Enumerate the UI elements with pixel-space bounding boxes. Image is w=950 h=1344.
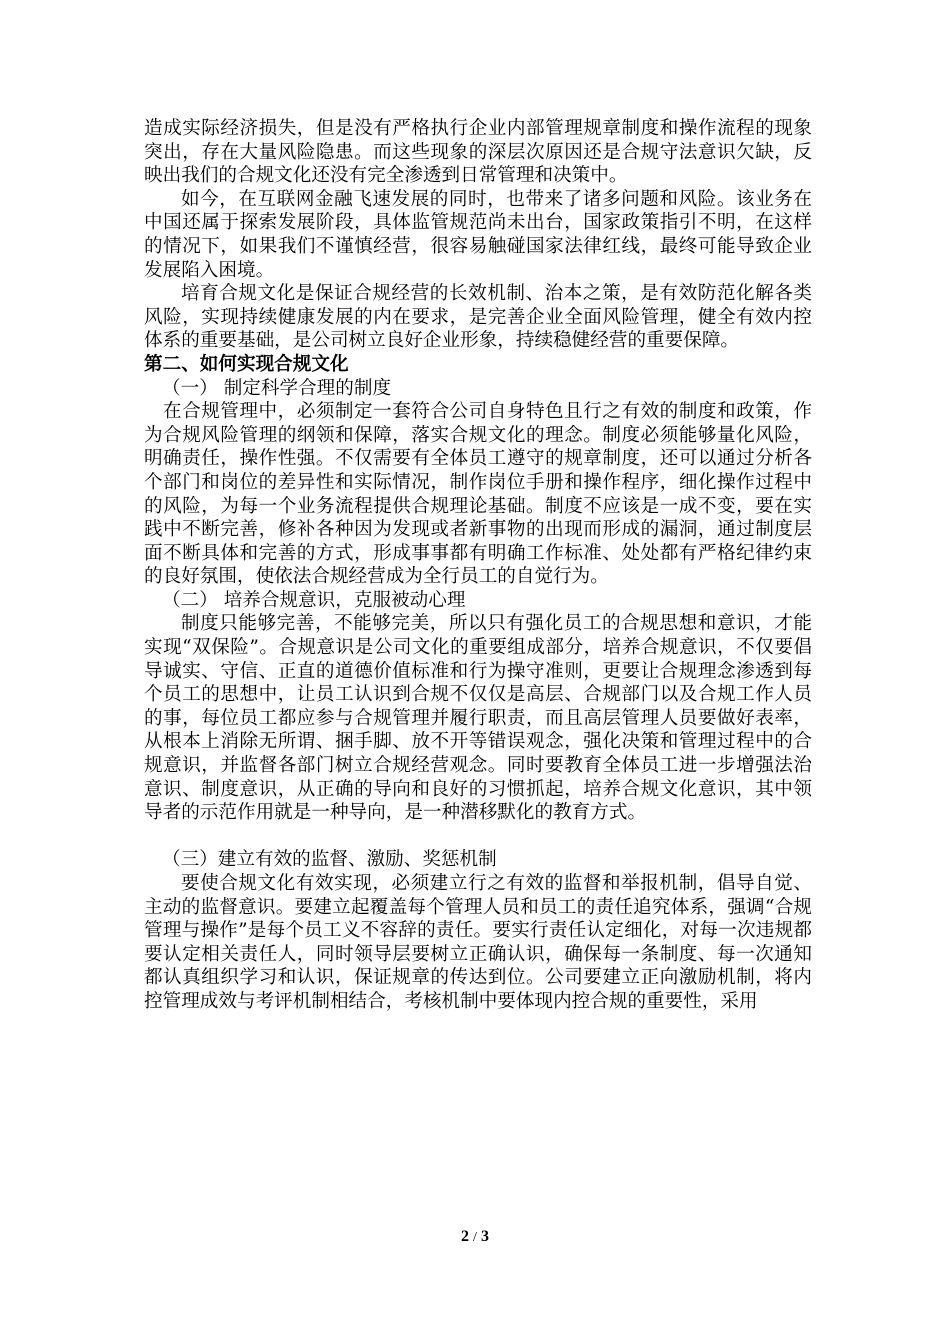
document-body (144, 117, 812, 1014)
subheading-2: （二） 培养合规意识，克服被动心理 (162, 589, 466, 611)
page-separator: / (473, 1230, 477, 1245)
section-heading: 第二、如何实现合规文化 (144, 353, 349, 375)
subheading-1: （一） 制定科学合理的制度 (162, 377, 392, 399)
blank-line (144, 825, 812, 849)
paragraph-internet-finance: 如今，在互联网金融飞速发展的同时，也带来了诸多问题和风险。该业务在中国还属于探索发展阶段，具体监管规范尚未出台，国家政策指引不明，在这样的情况下，如果我们不谨慎经营，很容易触碰国家法律红线，最终可能导致企业发展陷入困境。 (144, 188, 812, 281)
paragraph-system: 在合规管理中，必须制定一套符合公司自身特色且行之有效的制度和政策，作为合规风险管理的纲领和保障，落实合规文化的理念。制度必须能够量化风险，明确责任，操作性强。不仅需要有全体员工遵守的规章制度，还可以通过分析各个部门和岗位的差异性和实际情况，制作岗位手册和操作程序，细化操作过程中的风险，为每一个业务流程提供合规理论基础。制度不应该是一成不变，要在实践中不断完善，修补各种因为发现或者新事物的出现而形成的漏洞，通过制度层面不断具体和完善的方式，形成事事都有明确工作标准、处处都有严格纪律约束的良好氛围，使依法合规经营成为全行员工的自觉行为。 (144, 401, 812, 588)
paragraph-supervision: 要使合规文化有效实现，必须建立行之有效的监督和举报机制，倡导自觉、主动的监督意识。要建立起覆盖每个管理人员和员工的责任追究体系，强调“合规管理与操作”是每个员工义不容辞的责任。要实行责任认定细化，对每一次违规都要认定相关责任人，同时领导层要树立正确认识，确保每一条制度、每一次通知都认真组织学习和认识，保证规章的传达到位。公司要建立正向激励机制，将内控管理成效与考评机制相结合，考核机制中要体现内控合规的重要性，采用 (144, 873, 812, 1012)
paragraph-continued: 造成实际经济损失，但是没有严格执行企业内部管理规章制度和操作流程的现象突出，存在大量风险隐患。而这些现象的深层次原因还是合规守法意识欠缺，反映出我们的合规文化还没有完全渗透到日常管理和决策中。 (144, 118, 812, 187)
page-number: 2 (461, 1228, 470, 1245)
paragraph-awareness: 制度只能够完善，不能够完美，所以只有强化员工的合规思想和意识，才能实现“双保险”。合规意识是公司文化的重要组成部分，培养合规意识，不仅要倡导诚实、守信、正直的道德价值标准和行为操守准则，更要让合规理念渗透到每个员工的思想中，让员工认识到合规不仅仅是高层、合规部门以及合规工作人员的事，每位员工都应参与合规管理并履行职责，而且高层管理人员要做好表率，从根本上消除无所谓、捆手脚、放不开等错误观念，强化决策和管理过程中的合规意识，并监督各部门树立合规经营观念。同时要教育全体员工进一步增强法治意识、制度意识，从正确的导向和良好的习惯抓起，培养合规文化意识，其中领导者的示范作用就是一种导向，是一种潜移默化的教育方式。 (144, 613, 812, 824)
paragraph-compliance-culture: 培育合规文化是保证合规经营的长效机制、治本之策，是有效防范化解各类风险，实现持续健康发展的内在要求，是完善企业全面风险管理，健全有效内控体系的重要基础，是公司树立良好企业形象，持续稳健经营的重要保障。 (144, 283, 812, 352)
total-pages: 3 (480, 1228, 489, 1245)
page-footer (0, 1228, 950, 1246)
subheading-3: （三）建立有效的监督、激励、奖惩机制 (162, 849, 497, 871)
